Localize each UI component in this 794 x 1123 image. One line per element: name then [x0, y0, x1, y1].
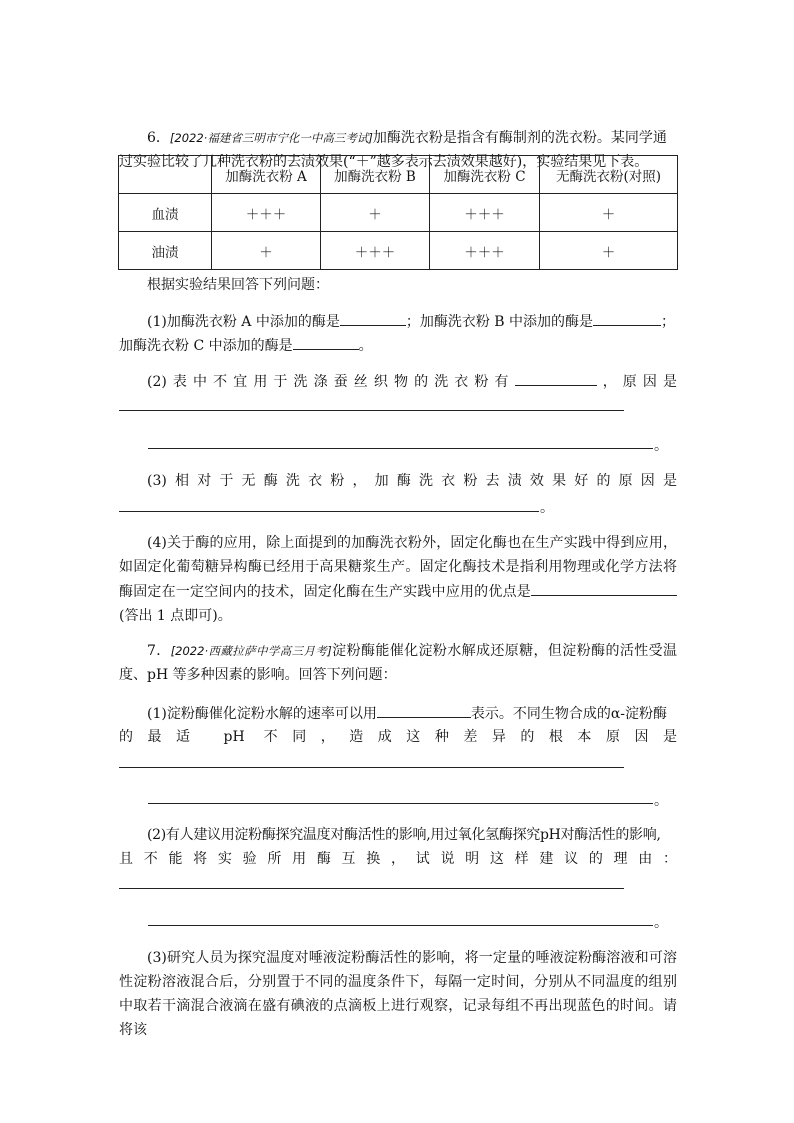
answer-blank[interactable] [293, 333, 359, 350]
answer-line[interactable] [119, 410, 624, 411]
table-header-row [119, 156, 678, 194]
table-cell: ＋ [321, 194, 430, 232]
answer-blank[interactable] [340, 309, 406, 326]
results-table [118, 155, 678, 270]
answer-line[interactable] [119, 888, 624, 889]
table-cell: ＋＋＋ [430, 232, 540, 270]
part-text: (1)加酶洗衣粉 A 中添加的酶是 [147, 314, 340, 330]
part-text: 。 [358, 338, 373, 354]
answer-line[interactable] [119, 511, 539, 512]
table-row [119, 232, 678, 270]
question-source: [2022·福建省三明市宁化一中高三考试] [169, 131, 373, 145]
question-number: 7． [147, 643, 171, 659]
answer-blank[interactable] [531, 579, 677, 596]
table-cell: ＋＋＋ [212, 194, 321, 232]
table-cell: ＋＋＋ [430, 194, 540, 232]
answer-blank[interactable] [515, 369, 597, 386]
part-text: 表示。不同生物合成的α-淀粉酶 [470, 706, 668, 722]
part-text: 加酶洗衣粉 C 中添加的酶是 [119, 338, 293, 354]
q7-part1 [119, 701, 677, 726]
table-cell: ＋＋＋ [321, 232, 430, 270]
q6-part3: (3)相对于无酶洗衣粉，加酶洗衣粉去渍效果好的原因是 [147, 473, 677, 489]
q7-part2: (2)有人建议用淀粉酶探究温度对酶活性的影响,用过氧化氢酶探究pH对酶活性的影响, [147, 827, 661, 843]
answer-line[interactable] [148, 448, 653, 449]
table-cell: ＋ [212, 232, 321, 270]
period-mark: 。 [654, 793, 668, 809]
part-text: ；加酶洗衣粉 B 中添加的酶是 [405, 314, 594, 330]
table-header-cell: 加酶洗衣粉 C [430, 156, 540, 194]
table-cell: 油渍 [119, 232, 212, 270]
table-row [119, 194, 678, 232]
answer-blank[interactable] [593, 309, 661, 326]
question-source: [2022·西藏拉萨中学高三月考] [170, 644, 332, 658]
table-cell: 血渍 [119, 194, 212, 232]
question-stem-text: 加酶洗衣粉是指含有酶制剂的洗衣粉。某同学通过实验比较了几种洗衣粉的去渍效果(“＋”越多表示去渍效果越好)，实验结果见下表。 [119, 130, 667, 170]
question-stem-text: 淀粉酶能催化淀粉水解成还原糖，但淀粉酶的活性受温度、pH 等多种因素的影响。回答下列问题： [119, 643, 677, 683]
q7-stem [119, 639, 677, 687]
table-header-cell: 无酶洗衣粉(对照) [540, 156, 678, 194]
question-number: 6． [147, 130, 170, 146]
q6-part1 [119, 309, 677, 334]
q6-part4 [119, 531, 677, 628]
table-cell: ＋ [540, 194, 678, 232]
q6-part1-cont [119, 333, 677, 358]
answer-blank[interactable] [377, 701, 471, 718]
part-text: (4)关于酶的应用，除上面提到的加酶洗衣粉外，固定化酶也在生产实践中得到应用，如固定化葡萄糖异构酶已经用于高果糖浆生产。固定化酶技术是指利用物理或化学方法将酶固定在一定空间内的技术，固定化酶在生产实践中应用的优点是 [119, 535, 677, 600]
part-text: ，原因是 [596, 374, 678, 390]
q7-part1-cont: 的最适 pH 不同，造成这种差异的根本原因是 [119, 729, 677, 745]
period-mark: 。 [540, 500, 554, 516]
part-text: (1)淀粉酶催化淀粉水解的速率可以用 [147, 706, 377, 722]
period-mark: 。 [654, 915, 668, 931]
table-cell: ＋ [540, 232, 678, 270]
answer-line[interactable] [148, 803, 653, 804]
table-header-cell [119, 156, 212, 194]
q7-part3: (3)研究人员为探究温度对唾液淀粉酶活性的影响，将一定量的唾液淀粉酶溶液和可溶性淀粉溶液混合后，分别置于不同的温度条件下，每隔一定时间，分别从不同温度的组别中取若干滴混合液滴在盛有碘液的点滴板上进行观察，记录每组不再出现蓝色的时间。请将该 [119, 950, 677, 1038]
table-header-cell: 加酶洗衣粉 A [212, 156, 321, 194]
q7-part2-cont: 且不能将实验所用酶互换，试说明这样建议的理由： [119, 851, 677, 867]
answer-line[interactable] [119, 767, 624, 768]
part-text: (答出 1 点即可)。 [119, 608, 232, 624]
part-text: (2)表中不宜用于洗涤蚕丝织物的洗衣粉有 [147, 374, 515, 390]
answer-line[interactable] [148, 925, 653, 926]
table-header-cell: 加酶洗衣粉 B [321, 156, 430, 194]
answer-lead: 根据实验结果回答下列问题： [147, 277, 329, 293]
q6-part2 [119, 369, 677, 394]
period-mark: 。 [654, 438, 668, 454]
part-text: ； [661, 314, 676, 330]
